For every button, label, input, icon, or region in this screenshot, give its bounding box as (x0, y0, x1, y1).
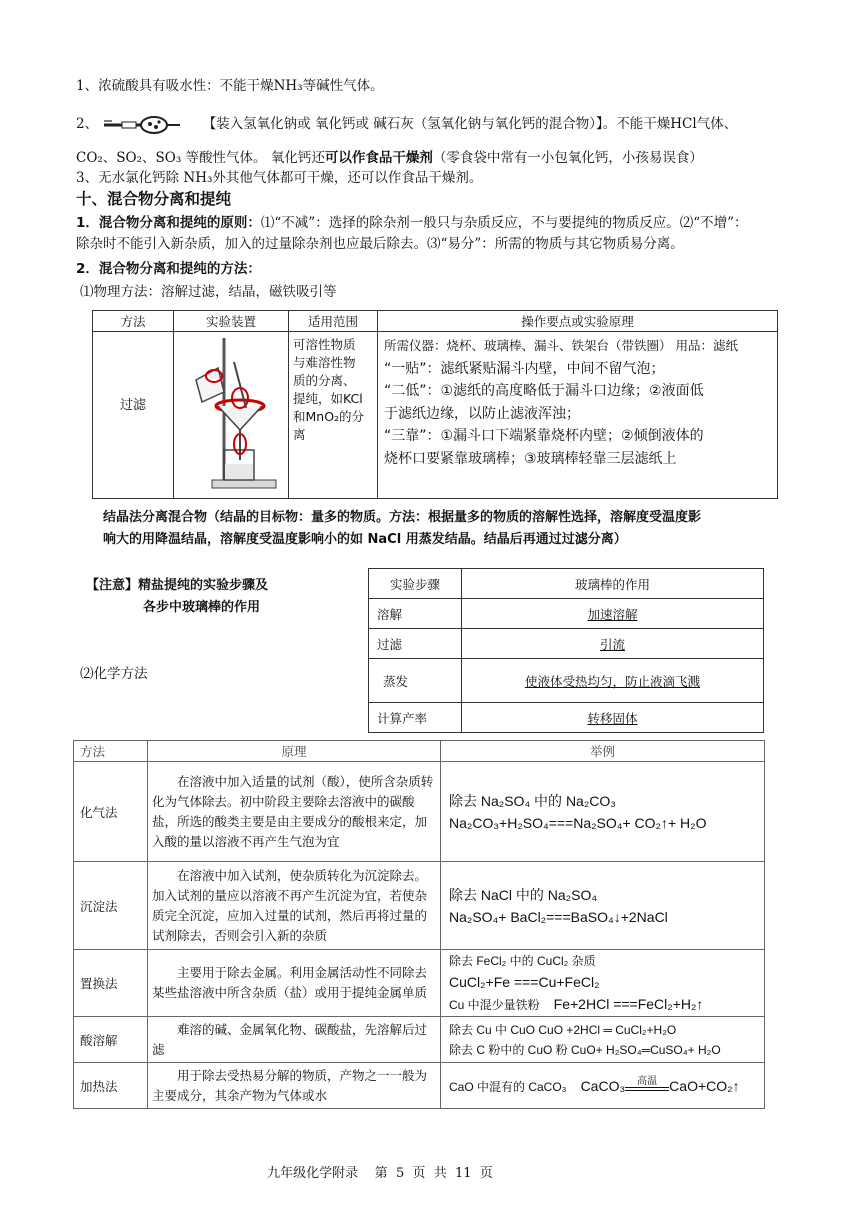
scope-line: 质的分离、 (293, 373, 356, 388)
chem-example-line: 除去 C 粉中的 CuO 粉 CuO+ H₂SO₄═CuSO₄+ H₂O (449, 1042, 721, 1057)
filter-header-points: 操作要点或实验原理 (378, 311, 778, 332)
point-line: 于滤纸边缘，以防止滤液浑浊； (384, 405, 580, 422)
point-2-cont (76, 148, 703, 168)
chem-example (441, 762, 765, 862)
salt-role: 引流 (462, 629, 764, 659)
table-row (369, 703, 764, 733)
salt-header-step: 实验步骤 (369, 569, 462, 599)
table-row (369, 599, 764, 629)
chem-example-line: 除去 FeCl₂ 中的 CuCl₂ 杂质 (449, 954, 596, 968)
salt-step: 过滤 (369, 629, 462, 659)
salt-header-role: 玻璃棒的作用 (462, 569, 764, 599)
salt-step: 溶解 (369, 599, 462, 629)
scope-line: 可溶性物质 (293, 337, 356, 352)
filter-header-apparatus: 实验装置 (174, 311, 289, 332)
chem-example-equation: Na₂CO₃+H₂SO₄===Na₂SO₄+ CO₂↑+ H₂O (449, 814, 707, 831)
filter-method (93, 332, 174, 499)
point-2-cont-c: （零食袋中常有一小包氧化钙，小孩易误食） (432, 150, 703, 166)
chem-method: 置换法 (74, 950, 148, 1017)
crystallization-line-2: 响大的用降温结晶，溶解度受温度影响小的如 NaCl 用蒸发结晶。结晶后再通过过滤分离） (103, 532, 627, 547)
point-2-number: 2、 (76, 116, 99, 132)
chem-method: 化气法 (74, 762, 148, 862)
scope-line: 提纯，如KCl (293, 391, 363, 406)
table-row (74, 1063, 765, 1109)
point-2-text: 【装入氢氧化钠或 氧化钙或 碱石灰（氢氧化钠与氧化钙的混合物）】。不能干燥HCl气体、 (202, 116, 738, 132)
point-line: 所需仪器：烧杯、玻璃棒、漏斗、铁架台（带铁圈） 用品：滤纸 (384, 338, 738, 353)
point-line: “三靠”：①漏斗口下端紧靠烧杯内壁；②倾倒液体的 (384, 428, 704, 444)
salt-step: 蒸发 (369, 659, 462, 703)
chem-principle (148, 950, 441, 1017)
filter-header-method: 方法 (93, 311, 174, 332)
principle-line-2: 除杂时不能引入新杂质，加入的过量除杂剂也应最后除去。⑶“易分”：所需的物质与其它物质易分离。 (76, 236, 684, 252)
chem-example (441, 1017, 765, 1063)
point-3: 3、无水氯化钙除 NH₃外其他气体都可干燥，还可以作食品干燥剂。 (76, 170, 483, 186)
table-row (369, 659, 764, 703)
point-line: “一贴”：滤纸紧贴漏斗内壁，中间不留气泡； (384, 360, 665, 377)
chem-example-equation (580, 1075, 740, 1094)
chem-principle (148, 1063, 441, 1109)
chem-principle-text: 在溶液中加入试剂，使杂质转化为沉淀除去。加入试剂的量应以溶液不再产生沉淀为宜，若使杂质完全沉淀，应加入过量的试剂，然后再将过量的试剂除去，否则会引入新的杂质 (152, 867, 428, 943)
chem-method: 加热法 (74, 1063, 148, 1109)
point-1: 1、浓硫酸具有吸水性：不能干燥NH₃等碱性气体。 (76, 78, 384, 94)
drying-tube-icon (102, 115, 182, 135)
chem-example-text: CaO 中混有的 CaCO₃ (449, 1079, 567, 1094)
table-row (74, 950, 765, 1017)
scope-line: 与难溶性物 (293, 355, 356, 370)
chemical-methods-label: ⑵化学方法 (80, 666, 148, 682)
scope-line: 和MnO₂的分 (293, 409, 365, 424)
filter-points (378, 332, 778, 499)
note-line-2: 各步中玻璃棒的作用 (143, 600, 261, 615)
filter-method-label: 过滤 (119, 397, 146, 413)
chem-header-example: 举例 (441, 741, 765, 762)
principle-line-1 (76, 213, 748, 233)
chem-example-text: Cu 中混少量铁粉 (449, 998, 540, 1012)
chem-principle-text: 难溶的碱、金属氧化物、碳酸盐，先溶解后过滤 (152, 1021, 428, 1057)
salt-purification-table (368, 568, 764, 733)
chem-example-equation: Na₂SO₄+ BaCl₂===BaSO₄↓+2NaCl (449, 908, 668, 925)
condition-label: 高温 (637, 1075, 658, 1087)
physical-methods: ⑴物理方法：溶解过滤，结晶，磁铁吸引等 (80, 284, 337, 300)
salt-role: 加速溶解 (462, 599, 764, 629)
chem-example-equation: CuCl₂+Fe ===Cu+FeCl₂ (449, 974, 600, 990)
chem-example (441, 862, 765, 950)
filter-table (92, 310, 778, 499)
chem-example-line (449, 993, 763, 1015)
chem-example-line: 除去 Na₂SO₄ 中的 Na₂CO₃ (449, 792, 616, 809)
methods-heading: 2．混合物分离和提纯的方法： (76, 261, 261, 277)
chem-example-line: 除去 NaCl 中的 Na₂SO₄ (449, 886, 598, 903)
filter-header-scope: 适用范围 (289, 311, 378, 332)
chem-principle-text: 在溶液中加入适量的试剂（酸），使所含杂质转化为气体除去。初中阶段主要除去溶液中的碳酸盐，所选的酸类主要是由主要成分的酸根来定，加入酸的量以溶液不再产生气泡为宜 (152, 773, 434, 849)
chem-principle-text: 用于除去受热易分解的物质，产物之一一般为主要成分，其余产物为气体或水 (152, 1067, 428, 1103)
chem-example-line: 除去 Cu 中 CuO CuO +2HCl ═ CuCl₂+H₂O (449, 1022, 677, 1037)
equation-condition (625, 1075, 669, 1091)
page-footer: 九年级化学附录 第 5 页 共 11 页 (267, 1166, 493, 1181)
principle-text: ⑴“不减”：选择的除杂剂一般只与杂质反应，不与要提纯的物质反应。⑵“不增”： (260, 215, 748, 231)
section-title: 十、混合物分离和提纯 (76, 190, 232, 208)
scope-line: 离 (293, 427, 306, 442)
chem-principle-text: 主要用于除去金属。利用金属活动性不同除去某些盐溶液中所含杂质（盐）或用于提纯金属单质 (152, 965, 428, 1000)
equation-product: CaO+CO₂↑ (669, 1077, 740, 1094)
chem-header-method: 方法 (74, 741, 148, 762)
salt-role: 使液体受热均匀，防止液滴飞溅 (462, 659, 764, 703)
chem-example-equation: Fe+2HCl ===FeCl₂+H₂↑ (553, 996, 704, 1012)
chem-header-principle: 原理 (148, 741, 441, 762)
filter-apparatus (174, 332, 289, 499)
table-row (74, 762, 765, 862)
principle-heading: 1．混合物分离和提纯的原则： (76, 215, 261, 231)
chem-method: 酸溶解 (74, 1017, 148, 1063)
point-line: “二低”：①滤纸的高度略低于漏斗口边缘；②液面低 (384, 383, 704, 399)
salt-step: 计算产率 (369, 703, 462, 733)
chem-principle (148, 762, 441, 862)
chemical-methods-table (73, 740, 765, 1109)
point-line: 烧杯口要紧靠玻璃棒；③玻璃棒轻靠三层滤纸上 (384, 450, 677, 467)
equation-reactant: CaCO₃ (580, 1077, 626, 1094)
note-line-1: 【注意】精盐提纯的实验步骤及 (86, 578, 269, 593)
filter-scope (289, 332, 378, 499)
point-2 (76, 114, 737, 135)
table-row (369, 629, 764, 659)
chem-principle (148, 1017, 441, 1063)
chem-principle (148, 862, 441, 950)
crystallization-line-1: 结晶法分离混合物（结晶的目标物：量多的物质。方法：根据量多的物质的溶解性选择，溶解度受温度影 (103, 510, 702, 525)
chem-example (441, 950, 765, 1017)
chem-example (441, 1063, 765, 1109)
filtration-apparatus-image (174, 332, 286, 494)
salt-role: 转移固体 (462, 703, 764, 733)
chem-method: 沉淀法 (74, 862, 148, 950)
table-row (74, 1017, 765, 1063)
point-2-cont-a: CO₂、SO₂、SO₃ 等酸性气体。 氧化钙还 (76, 150, 325, 166)
table-row (74, 862, 765, 950)
point-2-cont-bold: 可以作食品干燥剂 (324, 150, 433, 166)
